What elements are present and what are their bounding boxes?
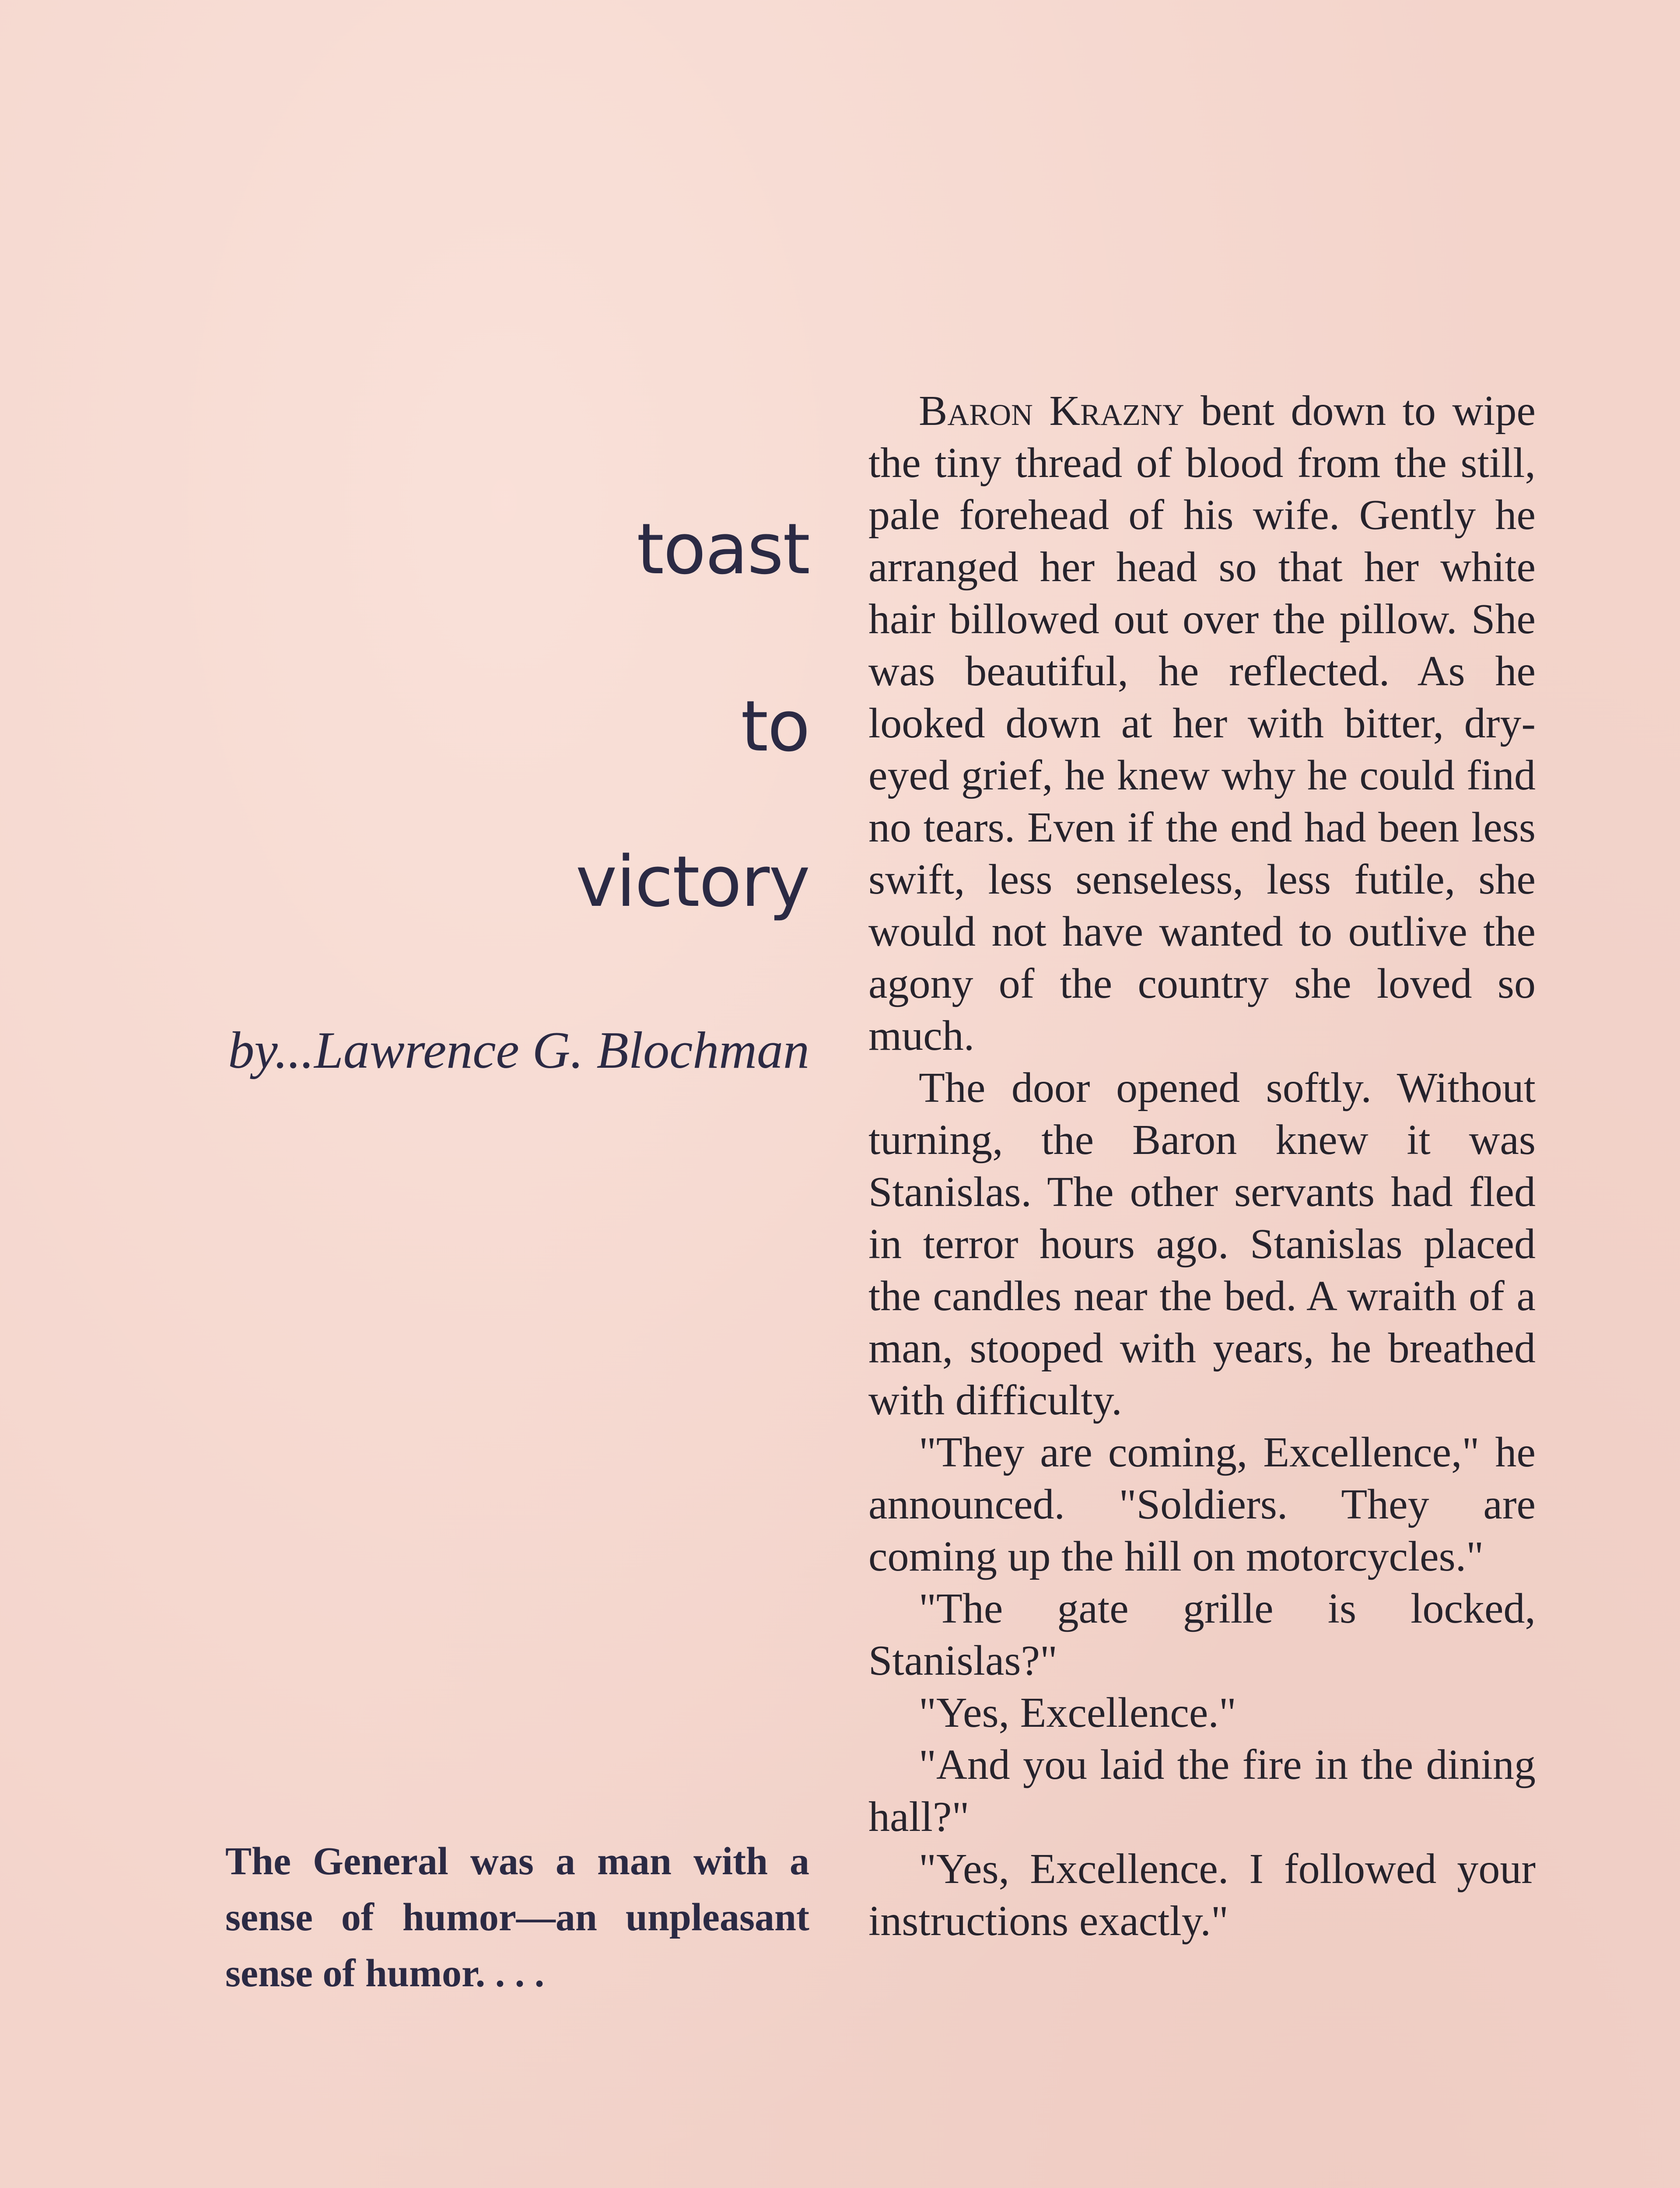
author-byline: by...Lawrence G. Blochman: [228, 1021, 809, 1079]
title-line-3: victory: [575, 841, 809, 922]
title-line-1: toast: [637, 508, 809, 590]
teaser-text: The General was a man with a sense of humor—an unpleasant sense of humor. . . .: [225, 1840, 809, 1995]
story-paragraph-2: The door opened softly. Without turning, the Baron knew it was Stanislas. The other servants had fled in terror hours ago. Stanislas placed the candles near the bed. A wraith of a man, stooped with years, he breathed with difficulty.: [868, 1064, 1536, 1424]
story-paragraph-4: "The gate grille is locked, Stanislas?": [868, 1585, 1536, 1684]
opening-name: Baron Krazny: [919, 387, 1184, 435]
story-paragraph-6: "And you laid the fire in the dining hall?": [868, 1741, 1536, 1841]
title-line-2: to: [741, 685, 809, 767]
paragraph-1-text: bent down to wipe the tiny thread of blood from the still, pale forehead of his wife. Gently he arranged her head so that her white hair billowed out over the pillow. She was beautiful, he reflected. As he looked down at her with bitter, dry-eyed grief, he knew why he could find no tears. Even if the end had been less swift, less senseless, less futile, she would not have wanted to outlive the agony of the country she loved so much.: [868, 387, 1536, 1059]
story-paragraph-3: "They are coming, Excellence," he announced. "Soldiers. They are coming up the hill on motorcycles.": [868, 1429, 1536, 1580]
story-paragraph-7: "Yes, Excellence. I followed your instructions exactly.": [868, 1845, 1536, 1945]
story-column: [868, 385, 1536, 1947]
story-paragraph-5: "Yes, Excellence.": [919, 1689, 1236, 1736]
story-paragraph-1: [868, 385, 1536, 1062]
